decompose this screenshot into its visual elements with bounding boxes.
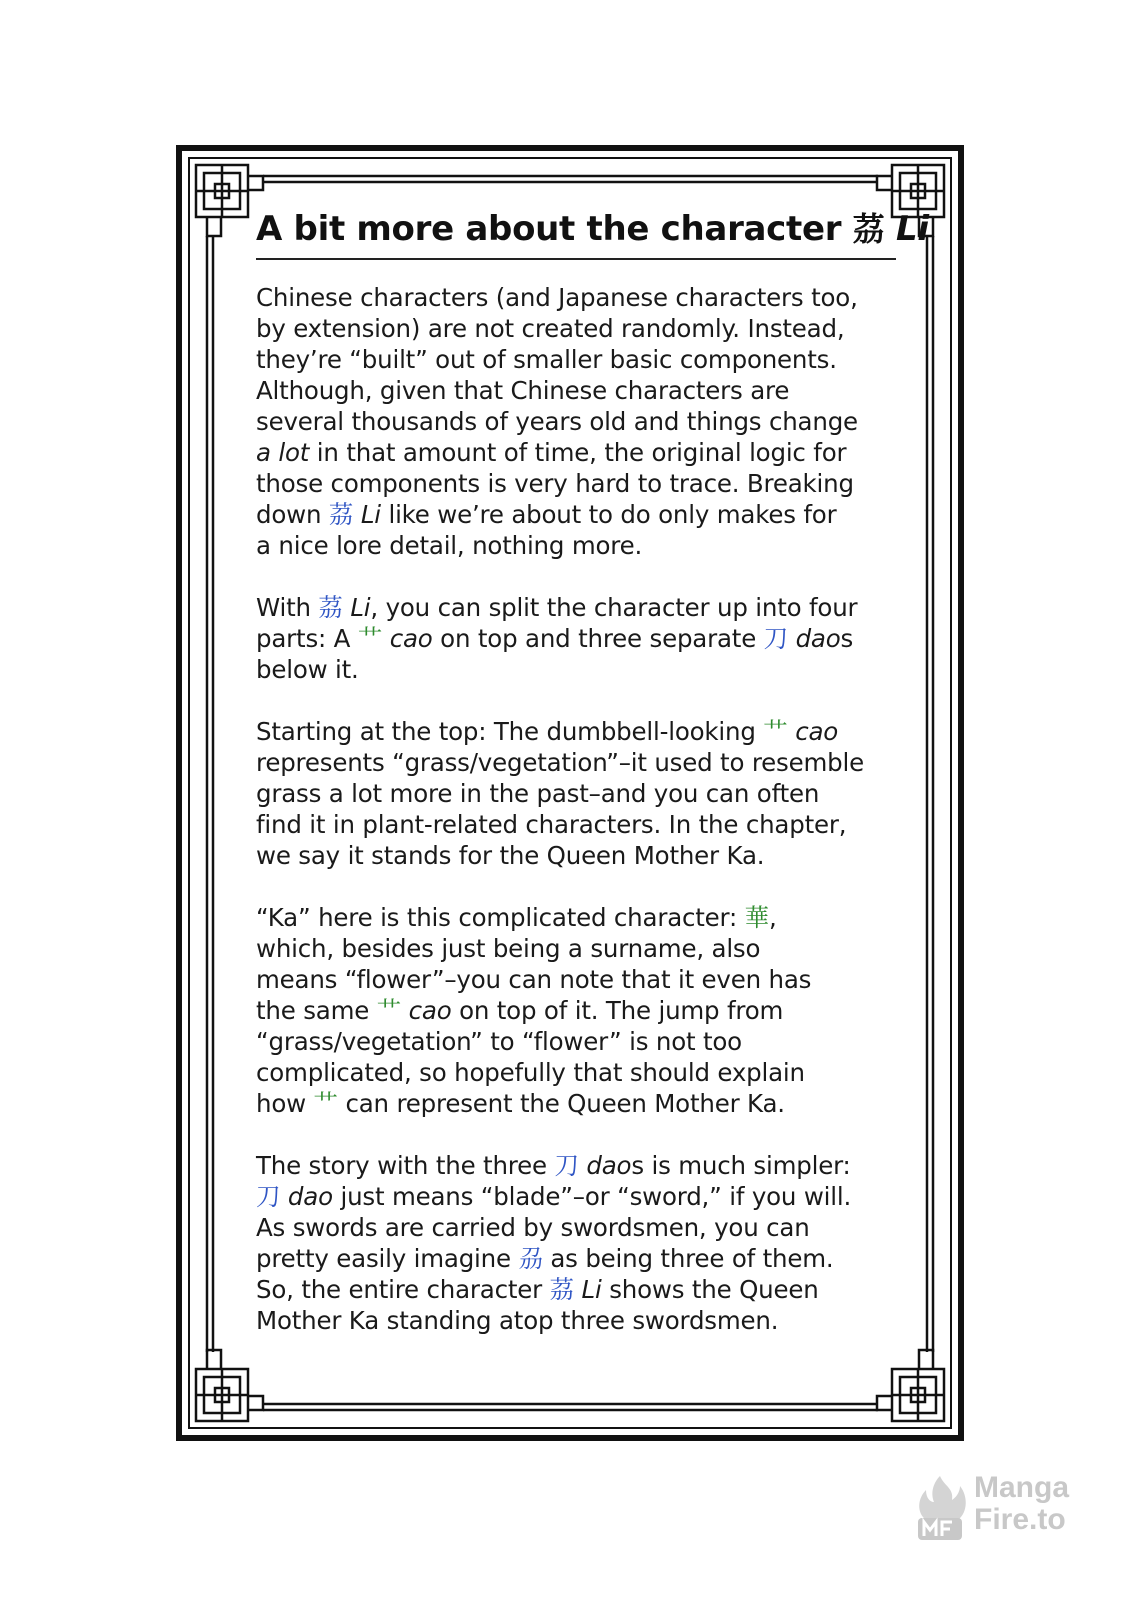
text-segment: a nice lore detail, nothing more.: [256, 531, 643, 560]
text-line: [256, 840, 896, 871]
text-line: [256, 809, 896, 840]
highlighted-radical: 華: [744, 903, 769, 932]
romanization: dao: [795, 624, 841, 653]
text-segment: means “flower”–you can note that it even has: [256, 965, 812, 994]
paragraph: [256, 282, 896, 561]
text-segment: With: [256, 593, 319, 622]
text-line: [256, 623, 896, 654]
text-line: [256, 1150, 896, 1181]
text-segment: s is much simpler:: [631, 1151, 851, 1180]
romanization: cao: [408, 996, 452, 1025]
text-segment: “Ka” here is this complicated character:: [256, 903, 745, 932]
text-segment: [401, 996, 409, 1025]
text-line: [256, 1181, 896, 1212]
paragraph: [256, 592, 896, 685]
paragraph: [256, 716, 896, 871]
highlighted-character: 刀: [763, 624, 788, 653]
text-segment: parts: A: [256, 624, 358, 653]
text-segment: Chinese characters (and Japanese characters too,: [256, 283, 858, 312]
watermark-text: [974, 1472, 1069, 1536]
text-segment: So, the entire character: [256, 1275, 550, 1304]
text-line: [256, 1212, 896, 1243]
text-line: [256, 437, 896, 468]
text-line: [256, 344, 896, 375]
text-segment: , you can split the character up into four: [370, 593, 858, 622]
text-line: [256, 592, 896, 623]
text-line: [256, 964, 896, 995]
text-line: [256, 1088, 896, 1119]
text-segment: complicated, so hopefully that should explain: [256, 1058, 805, 1087]
text-line: [256, 1026, 896, 1057]
romanization: Li: [581, 1275, 602, 1304]
highlighted-character: 刀: [554, 1151, 579, 1180]
paragraph: [256, 902, 896, 1119]
text-segment: ,: [768, 903, 777, 932]
text-segment: just means “blade”–or “sword,” if you will.: [332, 1182, 852, 1211]
text-segment: [788, 624, 796, 653]
text-segment: Mother Ka standing atop three swordsmen.: [256, 1306, 779, 1335]
text-segment: in that amount of time, the original logic for: [309, 438, 847, 467]
text-line: [256, 1274, 896, 1305]
text-segment: Starting at the top: The dumbbell-looking: [256, 717, 764, 746]
text-line: [256, 1057, 896, 1088]
text-line: [256, 716, 896, 747]
highlighted-character: 刀: [256, 1182, 281, 1211]
text-line: [256, 933, 896, 964]
romanization: cao: [795, 717, 839, 746]
title-text: A bit more about the character: [256, 209, 853, 249]
text-segment: s: [840, 624, 854, 653]
text-segment: [280, 1182, 288, 1211]
site-watermark: [914, 1472, 1094, 1542]
romanization: dao: [287, 1182, 333, 1211]
text-line: [256, 902, 896, 933]
highlighted-character: 刕: [518, 1244, 543, 1273]
watermark-line-1: Manga: [974, 1471, 1070, 1504]
text-segment: grass a lot more in the past–and you can often: [256, 779, 820, 808]
text-line: [256, 747, 896, 778]
text-line: [256, 778, 896, 809]
text-segment: [382, 624, 390, 653]
text-segment: on top of it. The jump from: [451, 996, 784, 1025]
text-segment: those components is very hard to trace. Breaking: [256, 469, 854, 498]
highlighted-radical: 艹: [376, 996, 402, 1025]
text-segment: like we’re about to do only makes for: [380, 500, 837, 529]
romanization: Li: [360, 500, 381, 529]
text-line: [256, 499, 896, 530]
text-line: [256, 468, 896, 499]
text-line: [256, 995, 896, 1026]
paragraph: [256, 1150, 896, 1336]
text-segment: how: [256, 1089, 314, 1118]
highlighted-character: 茘: [328, 500, 354, 529]
romanization: a lot: [256, 438, 310, 467]
text-segment: by extension) are not created randomly. Instead,: [256, 314, 845, 343]
highlighted-radical: 艹: [313, 1089, 338, 1118]
text-segment: As swords are carried by swordsmen, you can: [256, 1213, 810, 1242]
highlighted-radical: 艹: [357, 624, 383, 653]
text-segment: below it.: [256, 655, 359, 684]
text-line: [256, 375, 896, 406]
text-segment: the same: [256, 996, 377, 1025]
page-title: [256, 204, 929, 260]
article: [256, 204, 929, 1367]
text-segment: [574, 1275, 582, 1304]
romanization: Li: [350, 593, 371, 622]
text-line: [256, 1305, 896, 1336]
text-segment: several thousands of years old and things change: [256, 407, 858, 436]
highlighted-character: 茘: [549, 1275, 574, 1304]
text-segment: shows the Queen: [601, 1275, 819, 1304]
text-segment: as being three of them.: [542, 1244, 834, 1273]
highlighted-radical: 艹: [763, 717, 788, 746]
romanization: dao: [586, 1151, 632, 1180]
text-segment: on top and three separate: [432, 624, 764, 653]
title-romanization: Li: [896, 209, 929, 249]
text-segment: they’re “built” out of smaller basic components.: [256, 345, 837, 374]
text-segment: “grass/vegetation” to “flower” is not too: [256, 1027, 742, 1056]
text-line: [256, 282, 896, 313]
title-character: 茘: [852, 210, 885, 248]
text-line: [256, 406, 896, 437]
text-segment: The story with the three: [256, 1151, 555, 1180]
text-segment: find it in plant-related characters. In the chapter,: [256, 810, 847, 839]
text-line: [256, 313, 896, 344]
text-line: [256, 530, 896, 561]
text-segment: represents “grass/vegetation”–it used to resemble: [256, 748, 864, 777]
text-line: [256, 654, 896, 685]
text-segment: can represent the Queen Mother Ka.: [337, 1089, 785, 1118]
text-segment: down: [256, 500, 329, 529]
highlighted-character: 茘: [318, 593, 343, 622]
text-segment: [353, 500, 361, 529]
article-body: [256, 282, 896, 1336]
romanization: cao: [389, 624, 433, 653]
text-line: [256, 1243, 896, 1274]
watermark-line-2: Fire.to: [974, 1503, 1066, 1536]
flame-logo-icon: [914, 1472, 970, 1542]
text-segment: which, besides just being a surname, also: [256, 934, 761, 963]
text-segment: we say it stands for the Queen Mother Ka.: [256, 841, 765, 870]
text-segment: pretty easily imagine: [256, 1244, 519, 1273]
text-segment: Although, given that Chinese characters are: [256, 376, 790, 405]
